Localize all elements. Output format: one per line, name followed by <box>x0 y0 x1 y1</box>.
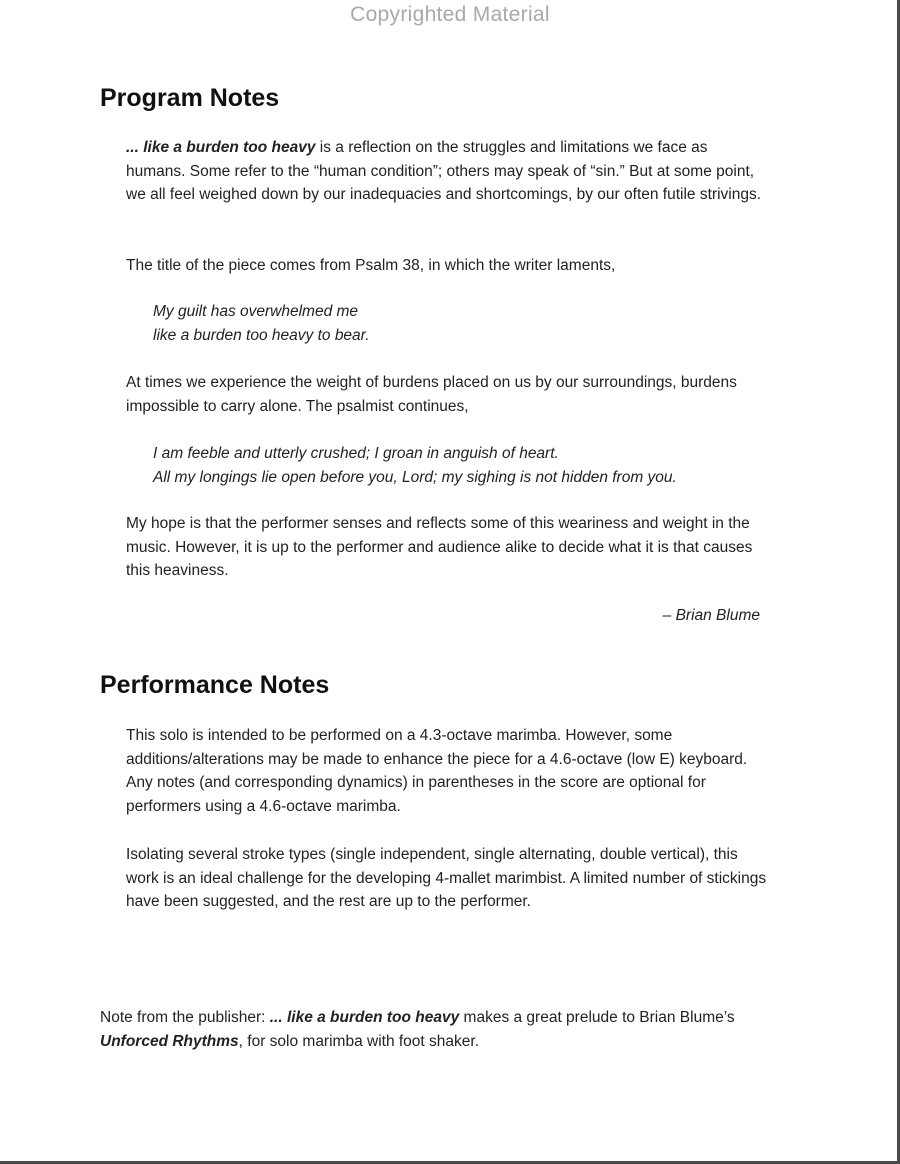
program-notes-paragraph-3: At times we experience the weight of burdens placed on us by our surroundings, burdens impossible to carry alone. The psalmist continues, <box>126 374 737 415</box>
performance-notes-paragraph-1: This solo is intended to be performed on a 4.3-octave marimba. However, some additions/alterations may be made to enhance the piece for a 4.6-octave (low E) keyboard. Any notes (and corresponding dynamics) in parentheses in the score are optional for performers using a 4.6-octave marimba. <box>126 727 748 815</box>
psalm-quote-2-line-2: All my longings lie open before you, Lord; my sighing is not hidden from you. <box>153 468 677 486</box>
program-notes-heading: Program Notes <box>100 84 280 112</box>
psalm-quote-1 <box>153 300 773 347</box>
paragraph-1-text: is a reflection on the struggles and limitations we face as humans. Some refer to the “human condition”; others may speak of “sin.” But at some point, we all feel weighed down by our inadequacies and shortcomings, by our often futile strivings. <box>126 139 762 203</box>
publisher-note-piece-title: ... like a burden too heavy <box>269 1009 460 1026</box>
author-signature: – Brian Blume <box>662 607 760 624</box>
psalm-quote-2-line-1: I am feeble and utterly crushed; I groan in anguish of heart. <box>153 445 559 462</box>
copyright-watermark: Copyrighted Material <box>350 3 550 26</box>
program-notes-paragraph-2: The title of the piece comes from Psalm 38, in which the writer laments, <box>126 257 616 274</box>
publisher-note-middle: makes a great prelude to Brian Blume’s <box>459 1009 735 1026</box>
program-notes-paragraph-4: My hope is that the performer senses and reflects some of this weariness and weight in the music. However, it is up to the performer and audience alike to decide what it is that causes this heaviness. <box>126 515 753 579</box>
psalm-quote-2 <box>153 442 773 489</box>
program-notes-paragraph-1 <box>126 136 771 207</box>
piece-title: ... like a burden too heavy <box>126 139 316 156</box>
publisher-note-prefix: Note from the publisher: <box>100 1009 270 1026</box>
psalm-quote-1-line-1: My guilt has overwhelmed me <box>153 303 359 320</box>
performance-notes-heading: Performance Notes <box>100 671 330 699</box>
publisher-note-suffix: , for solo marimba with foot shaker. <box>238 1032 480 1050</box>
performance-notes-paragraph-2: Isolating several stroke types (single independent, single alternating, double vertical), this work is an ideal challenge for the developing 4-mallet marimbist. A limited number of stickings have been suggested, and the rest are up to the performer. <box>126 846 767 910</box>
publisher-note-related-title: Unforced Rhythms <box>100 1032 239 1050</box>
psalm-quote-1-line-2: like a burden too heavy to bear. <box>153 326 370 344</box>
publisher-note <box>100 1006 800 1053</box>
